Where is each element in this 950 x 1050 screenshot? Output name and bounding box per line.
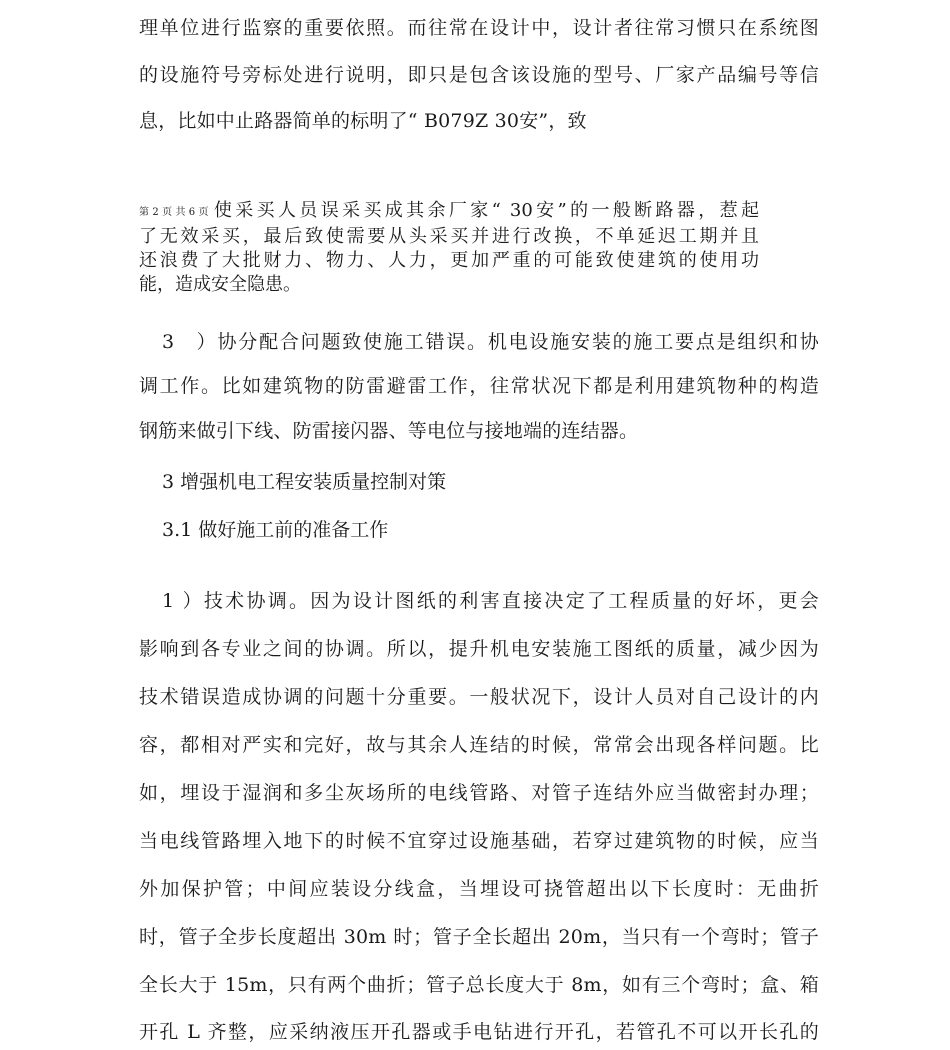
text-line: 影响到各专业之间的协调。所以，提升机电安装施工图纸的质量，减少因为 (139, 638, 819, 660)
page-marker: 第2页共6页 (139, 207, 212, 218)
text-line: 能，造成安全隐患。 (139, 274, 301, 295)
text-line: 调工作。比如建筑物的防雷避雷工作，往常状况下都是利用建筑物种的构造 (139, 375, 819, 397)
text-line: 还浪费了大批财力、物力、人力，更加严重的可能致使建筑的使用功 (139, 250, 759, 271)
text-line: 3 ）协分配合问题致使施工错误。机电设施安装的施工要点是组织和协 (162, 331, 819, 353)
text-line: 容，都相对严实和完好，故与其余人连结的时候，常常会出现各样问题。比 (139, 734, 819, 756)
text-line: 技术错误造成协调的问题十分重要。一般状况下，设计人员对自己设计的内 (139, 686, 819, 708)
text-line: 时，管子全步长度超出 30m 时；管子全长超出 20m，当只有一个弯时；管子 (139, 926, 819, 948)
subsection-heading: 3.1 做好施工前的准备工作 (162, 519, 389, 541)
text-line: 理单位进行监察的重要依照。而往常在设计中，设计者往常习惯只在系统图 (139, 17, 819, 39)
text-line: 如，埋设于湿润和多尘灰场所的电线管路、对管子连结外应当做密封办理； (139, 782, 819, 804)
text-line: 使采买人员误采买成其余厂家“ 30安”的一般断路器，惹起 (213, 200, 759, 221)
text-line: 钢筋来做引下线、防雷接闪器、等电位与接地端的连结器。 (139, 420, 639, 442)
text-line: 当电线管路埋入地下的时候不宜穿过设施基础，若穿过建筑物的时候，应当 (139, 830, 819, 852)
text-line: 开孔 L 齐整，应采纳液压开孔器或手电钻进行开孔，若管孔不可以开长孔的 (139, 1021, 819, 1043)
text-line: 了无效采买，最后致使需要从头采买并进行改换，不单延迟工期并且 (139, 226, 759, 247)
text-line: 外加保护管；中间应装设分线盒，当埋设可挠管超出以下长度时：无曲折 (139, 878, 819, 900)
section-heading: 3 增强机电工程安装质量控制对策 (162, 471, 447, 493)
text-line: 息，比如中止路器简单的标明了“ B079Z 30安”，致 (139, 110, 587, 132)
page-break-block (139, 199, 759, 297)
text-line: 全长大于 15m，只有两个曲折；管子总长度大于 8m，如有三个弯时；盒、箱 (139, 974, 819, 996)
text-line: 1 ）技术协调。因为设计图纸的利害直接决定了工程质量的好坏，更会 (162, 590, 819, 612)
text-line: 的设施符号旁标处进行说明，即只是包含该设施的型号、厂家产品编号等信 (139, 64, 819, 86)
